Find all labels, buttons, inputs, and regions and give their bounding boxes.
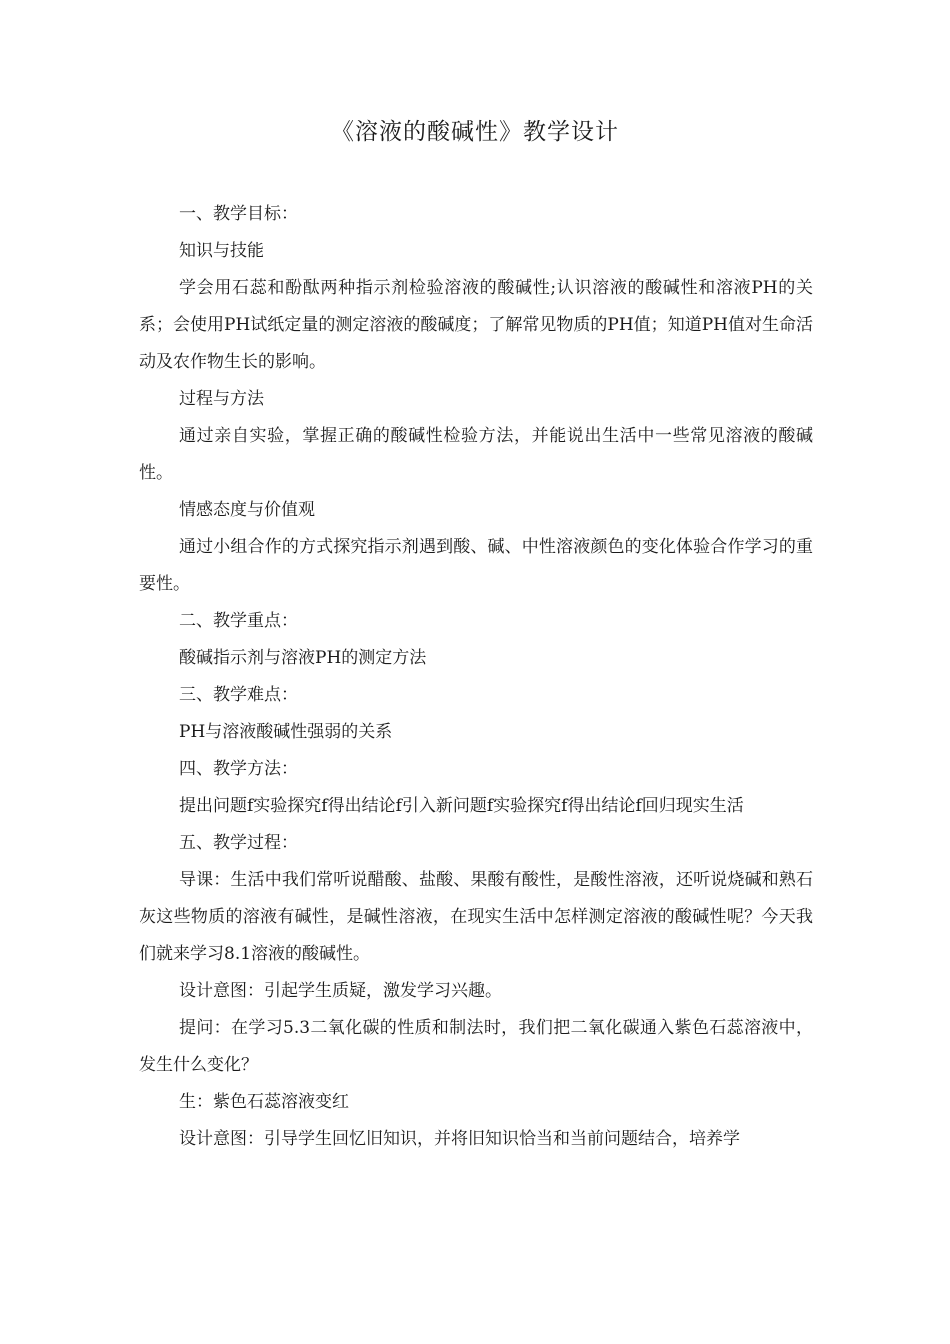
- paragraph-emotion: 通过小组合作的方式探究指示剂遇到酸、碱、中性溶液颜色的变化体验合作学习的重要性。: [139, 537, 813, 594]
- document-body: [139, 196, 813, 1158]
- paragraph-difficulties: PH与溶液酸碱性强弱的关系: [179, 722, 393, 742]
- document-title: 《溶液的酸碱性》教学设计: [331, 119, 619, 145]
- paragraph-design-intent-2: 设计意图：引导学生回忆旧知识，并将旧知识恰当和当前问题结合，培养学: [179, 1129, 740, 1149]
- subheading-knowledge: 知识与技能: [179, 241, 264, 261]
- heading-difficulties: 三、教学难点：: [179, 685, 298, 705]
- heading-key-points: 二、教学重点：: [179, 611, 298, 631]
- heading-process-steps: 五、教学过程：: [179, 833, 298, 853]
- paragraph-process: 通过亲自实验，掌握正确的酸碱性检验方法，并能说出生活中一些常见溶液的酸碱性。: [139, 426, 813, 483]
- heading-methods: 四、教学方法：: [179, 759, 298, 779]
- paragraph-knowledge: 学会用石蕊和酚酞两种指示剂检验溶液的酸碱性;认识溶液的酸碱性和溶液PH的关系；会使用PH试纸定量的测定溶液的酸碱度；了解常见物质的PH值；知道PH值对生命活动及农作物生长的影响。: [139, 278, 813, 372]
- paragraph-methods: 提出问题f实验探究f得出结论f引入新问题f实验探究f得出结论f回归现实生活: [179, 796, 744, 816]
- paragraph-question: 提问：在学习5.3二氧化碳的性质和制法时，我们把二氧化碳通入紫色石蕊溶液中，发生什么变化？: [139, 1018, 813, 1075]
- heading-objectives: 一、教学目标：: [179, 204, 298, 224]
- subheading-process: 过程与方法: [179, 389, 264, 409]
- paragraph-key-points: 酸碱指示剂与溶液PH的测定方法: [179, 648, 427, 668]
- paragraph-design-intent-1: 设计意图：引起学生质疑，激发学习兴趣。: [179, 981, 502, 1001]
- paragraph-intro: 导课：生活中我们常听说醋酸、盐酸、果酸有酸性，是酸性溶液，还听说烧碱和熟石灰这些物质的溶液有碱性，是碱性溶液，在现实生活中怎样测定溶液的酸碱性呢？今天我们就来学习8.1溶液的酸碱性。: [139, 870, 813, 964]
- subheading-emotion: 情感态度与价值观: [179, 500, 315, 520]
- paragraph-student-answer: 生：紫色石蕊溶液变红: [179, 1092, 349, 1112]
